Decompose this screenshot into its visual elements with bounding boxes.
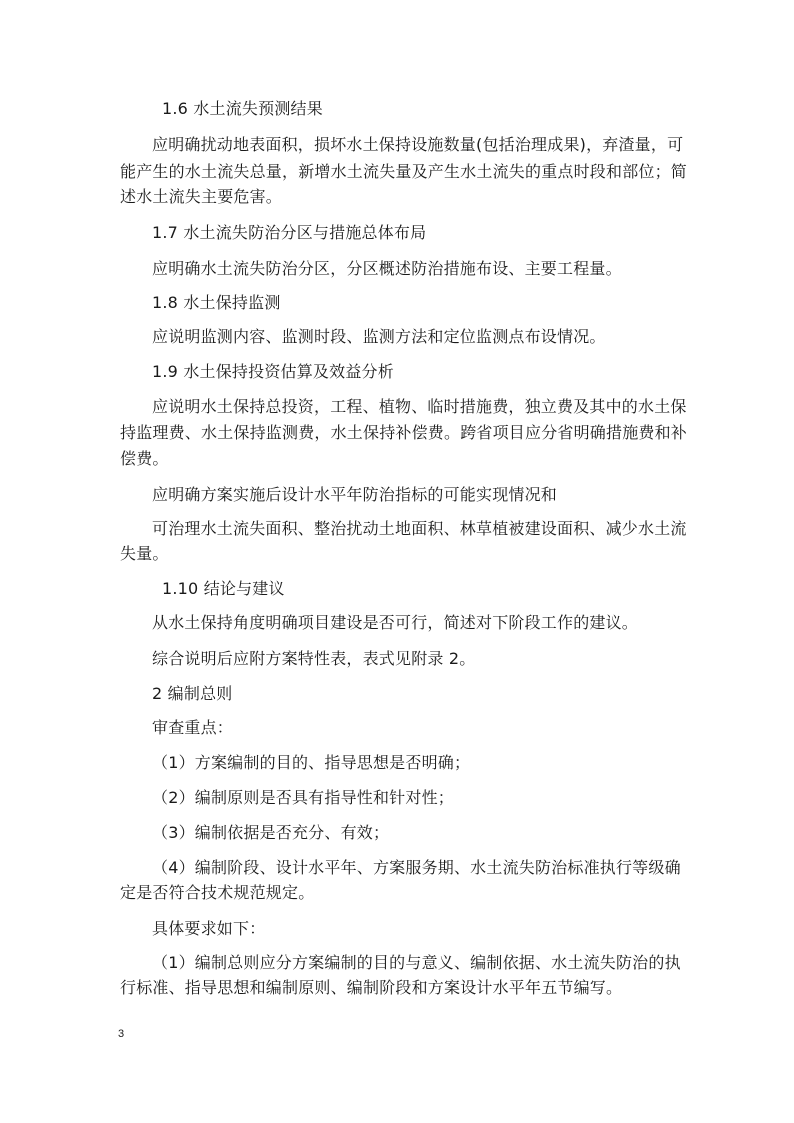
- paragraph-line: 应明确扰动地表面积，损坏水土保持设施数量(包括治理成果)，弃渣量，可: [152, 135, 684, 154]
- paragraph-line: 可治理水土流失面积、整治扰动土地面积、林草植被建设面积、减少水土流: [152, 519, 687, 538]
- paragraph-line: 应明确水土流失防治分区，分区概述防治措施布设、主要工程量。: [152, 259, 622, 278]
- paragraph-line: 述水土流失主要危害。: [120, 187, 283, 206]
- list-item: （1）方案编制的目的、指导思想是否明确；: [152, 753, 471, 772]
- paragraph-line: 应明确方案实施后设计水平年防治指标的可能实现情况和: [152, 485, 558, 504]
- heading-1-9: 1.9 水土保持投资估算及效益分析: [152, 362, 394, 381]
- paragraph-line: 偿费。: [120, 449, 169, 468]
- heading-1-8: 1.8 水土保持监测: [152, 293, 281, 312]
- paragraph-line: 持监理费、水土保持监测费，水土保持补偿费。跨省项目应分省明确措施费和补: [120, 423, 688, 442]
- list-item-continued: 行标准、指导思想和编制原则、编制阶段和方案设计水平年五节编写。: [120, 978, 623, 997]
- paragraph-line: 失量。: [120, 544, 169, 563]
- paragraph-line: 从水土保持角度明确项目建设是否可行，简述对下阶段工作的建议。: [152, 613, 639, 632]
- paragraph-line: 应说明水土保持总投资，工程、植物、临时措施费，独立费及其中的水土保: [152, 397, 687, 416]
- list-item: （2）编制原则是否具有指导性和针对性；: [152, 788, 454, 807]
- heading-1-6: 1.6 水土流失预测结果: [162, 99, 323, 118]
- paragraph-line: 应说明监测内容、监测时段、监测方法和定位监测点布设情况。: [152, 327, 606, 346]
- paragraph-line: 审查重点：: [152, 718, 234, 737]
- paragraph-line: 综合说明后应附方案特性表，表式见附录 2。: [152, 649, 476, 668]
- paragraph-line: 能产生的水土流失总量，新增水土流失量及产生水土流失的重点时段和部位；简: [120, 162, 688, 181]
- page-number: 3: [118, 1028, 125, 1040]
- heading-2: 2 编制总则: [152, 684, 233, 703]
- list-item: （4）编制阶段、设计水平年、方案服务期、水土流失防治标准执行等级确: [152, 858, 681, 877]
- paragraph-line: 具体要求如下：: [152, 919, 266, 938]
- heading-1-10: 1.10 结论与建议: [162, 579, 285, 598]
- heading-1-7: 1.7 水土流失防治分区与措施总体布局: [152, 223, 427, 242]
- list-item-continued: 定是否符合技术规范规定。: [120, 883, 315, 902]
- list-item: （1）编制总则应分方案编制的目的与意义、编制依据、水土流失防治的执: [152, 953, 681, 972]
- list-item: （3）编制依据是否充分、有效；: [152, 823, 390, 842]
